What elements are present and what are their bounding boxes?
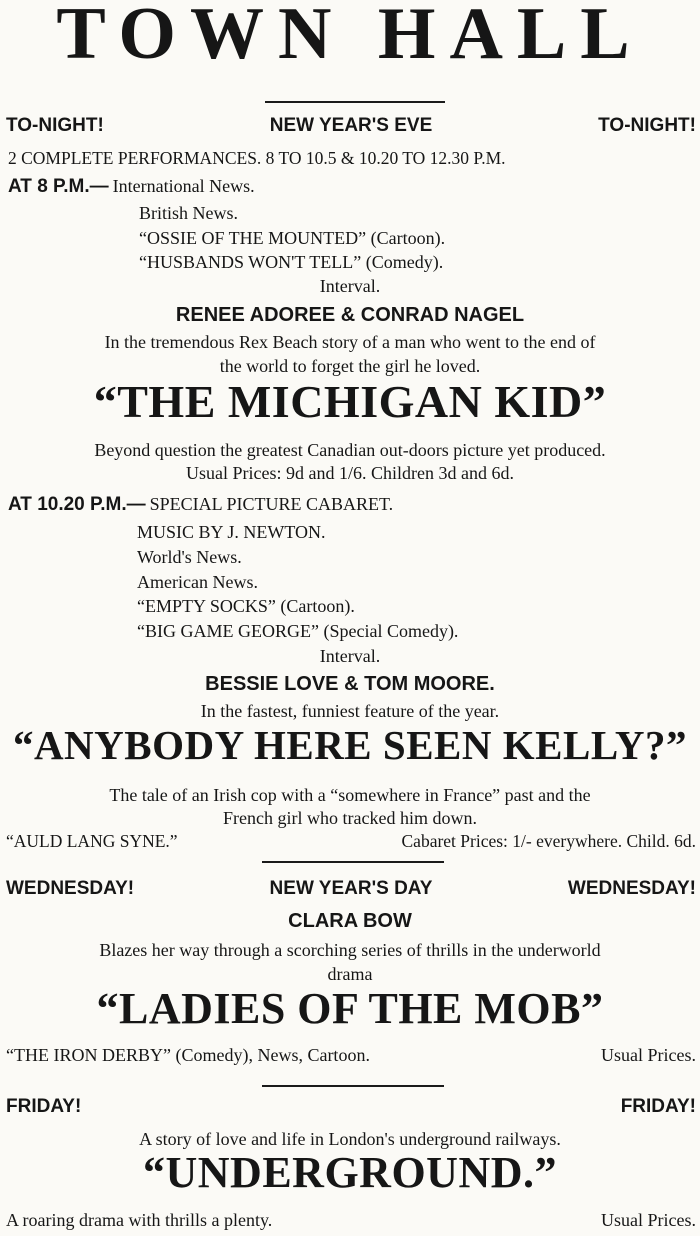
wednesday-right: WEDNESDAY!: [567, 878, 696, 899]
wednesday-support: “THE IRON DERBY” (Comedy), News, Cartoon.: [6, 1045, 370, 1065]
performances-line: 2 COMPLETE PERFORMANCES. 8 TO 10.5 & 10.20 TO 12.30 P.M.: [8, 148, 506, 168]
divider: [262, 861, 444, 863]
at8-item-0: International News.: [112, 176, 255, 196]
at8-item-3: “HUSBANDS WON'T TELL” (Comedy).: [139, 252, 444, 272]
wednesday-header-row: [6, 878, 696, 900]
auld-lang-syne: “AULD LANG SYNE.”: [6, 831, 178, 851]
wednesday-desc-line-1: Blazes her way through a scorching series of thrills in the underworld: [99, 940, 601, 960]
at8-item-1: British News.: [139, 203, 238, 223]
friday-left: FRIDAY!: [6, 1096, 82, 1117]
tonight-header-row: [6, 115, 696, 137]
wednesday-desc-line-2: drama: [327, 964, 373, 984]
at1020-item-1: MUSIC BY J. NEWTON.: [137, 522, 326, 542]
wednesday-prices: Usual Prices.: [601, 1045, 696, 1065]
at1020-label: AT 10.20 P.M.—: [8, 494, 146, 515]
friday-header-row: [6, 1096, 696, 1118]
tonight-center: NEW YEAR'S EVE: [269, 115, 433, 136]
feature-anybody-here-seen-kelly: “ANYBODY HERE SEEN KELLY?”: [12, 722, 688, 768]
friday-tagline: A roaring drama with thrills a plenty.: [6, 1210, 273, 1230]
at1020-item-2: World's News.: [137, 547, 242, 567]
friday-right: FRIDAY!: [620, 1096, 696, 1117]
friday-tagline-row: [6, 1210, 696, 1231]
tonight-left: TO-NIGHT!: [6, 115, 104, 136]
at8-item-2: “OSSIE OF THE MOUNTED” (Cartoon).: [139, 228, 446, 248]
at1020-item-5: “BIG GAME GEORGE” (Special Comedy).: [137, 621, 459, 641]
tonight-right: TO-NIGHT!: [598, 115, 696, 136]
stars-2: BESSIE LOVE & TOM MOORE.: [205, 673, 495, 695]
description-1-line-1: In the tremendous Rex Beach story of a man who went to the end of: [104, 332, 596, 352]
prices-1: Usual Prices: 9d and 1/6. Children 3d and 6d.: [186, 463, 514, 483]
feature-michigan-kid: “THE MICHIGAN KID”: [93, 376, 607, 427]
feature-underground: “UNDERGROUND.”: [143, 1148, 557, 1197]
divider: [265, 101, 445, 103]
interval-2: Interval.: [319, 646, 381, 666]
wednesday-left: WEDNESDAY!: [6, 878, 135, 899]
at1020-block: [8, 494, 393, 516]
description-2: In the fastest, funniest feature of the year.: [200, 701, 500, 721]
feature-ladies-of-the-mob: “LADIES OF THE MOB”: [96, 984, 604, 1033]
at1020-item-0: SPECIAL PICTURE CABARET.: [149, 494, 394, 514]
tale-line-2: French girl who tracked him down.: [223, 808, 477, 828]
cabaret-row: [6, 831, 696, 852]
at8-block: [8, 176, 255, 198]
at8-label: AT 8 P.M.—: [8, 176, 109, 197]
praise-1: Beyond question the greatest Canadian out-doors picture yet produced.: [94, 440, 606, 460]
cabaret-prices: Cabaret Prices: 1/- everywhere. Child. 6d.: [401, 831, 696, 851]
wednesday-support-row: [6, 1045, 696, 1066]
at1020-item-3: American News.: [137, 572, 258, 592]
star-clara-bow: CLARA BOW: [288, 910, 412, 932]
interval-1: Interval.: [319, 276, 381, 296]
at1020-item-4: “EMPTY SOCKS” (Cartoon).: [137, 596, 355, 616]
tale-line-1: The tale of an Irish cop with a “somewhere in France” past and the: [109, 785, 591, 805]
stars-1: RENEE ADOREE & CONRAD NAGEL: [175, 304, 525, 326]
divider: [262, 1085, 444, 1087]
friday-desc: A story of love and life in London's underground railways.: [139, 1129, 561, 1149]
venue-title: TOWN HALL: [56, 0, 644, 75]
friday-prices: Usual Prices.: [601, 1210, 696, 1230]
description-1-line-2: the world to forget the girl he loved.: [219, 356, 481, 376]
wednesday-center: NEW YEAR'S DAY: [269, 878, 433, 899]
